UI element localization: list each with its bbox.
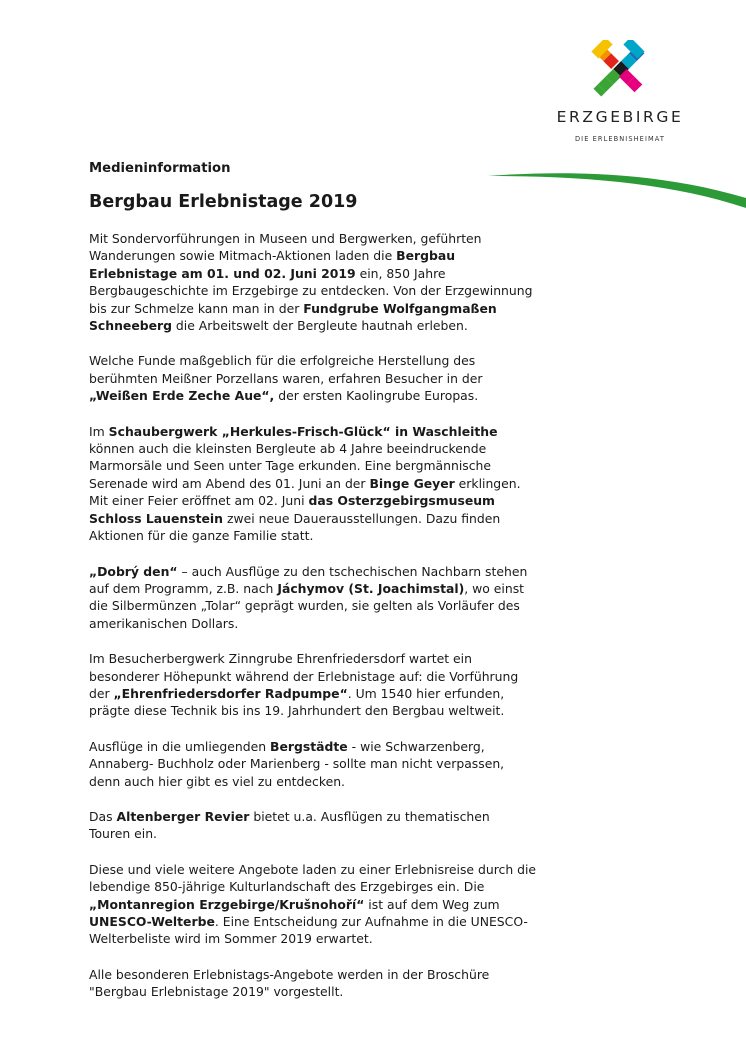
document-title: Bergbau Erlebnistage 2019 xyxy=(89,192,358,212)
bold-text-run: UNESCO-Welterbe xyxy=(89,914,215,929)
text-line xyxy=(89,825,559,842)
text-line xyxy=(89,440,559,457)
text-line xyxy=(89,808,559,825)
text-run: Marmorsäle und Seen unter Tage erkunden. Eine bergmännische xyxy=(89,458,492,474)
text-run: Im Besucherbergwerk Zinngrube Ehrenfriedersdorf wartet ein xyxy=(89,651,472,667)
green-swoosh-decoration xyxy=(488,168,746,210)
text-run: besonderer Höhepunkt während der Erlebnistage auf: die Vorführung xyxy=(89,668,519,684)
paragraph xyxy=(89,738,559,790)
paragraph xyxy=(89,563,559,633)
bold-text-run: Erlebnistage am 01. und 02. Juni 2019 xyxy=(89,265,356,281)
text-line xyxy=(89,773,559,790)
text-line xyxy=(89,702,559,719)
text-line xyxy=(89,563,559,580)
text-line xyxy=(89,527,559,544)
text-run: ein, 850 Jahre xyxy=(355,265,446,281)
text-run: "Bergbau Erlebnistage 2019" vorgestellt. xyxy=(89,984,344,1000)
text-run: Aktionen für die ganze Familie statt. xyxy=(89,528,314,544)
text-run: Mit einer Feier eröffnet am 02. Juni xyxy=(89,493,309,509)
text-run: zwei neue Dauerausstellungen. Dazu finden xyxy=(223,510,501,526)
bold-text-run: Altenberger Revier xyxy=(116,808,250,824)
text-run: Ausflüge in die umliegenden xyxy=(89,738,271,754)
text-line xyxy=(89,300,559,317)
text-run: Welche Funde maßgeblich für die erfolgreiche Herstellung des xyxy=(89,353,476,369)
bold-text-run: Schaubergwerk „Herkules-Frisch-Glück“ in Waschleithe xyxy=(108,423,498,439)
bold-text-run: „Dobrý den“ xyxy=(89,563,178,579)
text-run: Wanderungen sowie Mitmach-Aktionen laden die xyxy=(89,248,397,264)
text-run: können auch die kleinsten Bergleute ab 4 Jahre beeindruckende xyxy=(89,441,487,457)
text-line xyxy=(89,282,559,299)
text-line xyxy=(89,597,559,614)
text-run: bietet u.a. Ausflügen zu thematischen xyxy=(249,808,490,824)
paragraph xyxy=(89,861,559,948)
document-type-heading: Medieninformation xyxy=(89,161,231,176)
text-run: Serenade wird am Abend des 01. Juni an der xyxy=(89,475,370,491)
text-line xyxy=(89,738,559,755)
text-line xyxy=(89,878,559,895)
text-line xyxy=(89,475,559,492)
crossed-hammers-logo-icon xyxy=(587,40,653,102)
text-run: auf dem Programm, z.B. nach xyxy=(89,580,278,596)
bold-text-run: Schloss Lauenstein xyxy=(89,510,223,526)
paragraph xyxy=(89,650,559,720)
bold-text-run: Binge Geyer xyxy=(369,475,455,491)
text-run: Annaberg- Buchholz oder Marienberg - sollte man nicht verpassen, xyxy=(89,756,505,772)
brand-tagline: DIE ERLEBNISHEIMAT xyxy=(574,135,666,143)
text-run: - wie Schwarzenberg, xyxy=(347,738,485,754)
press-release-body xyxy=(89,230,559,1019)
text-run: die Arbeitswelt der Bergleute hautnah erleben. xyxy=(171,318,468,334)
bold-text-run: das Osterzgebirgsmuseum xyxy=(308,493,495,509)
text-line xyxy=(89,668,559,685)
paragraph xyxy=(89,230,559,334)
bold-text-run: „Ehrenfriedersdorfer Radpumpe“ xyxy=(113,685,348,701)
brand-name: ERZGEBIRGE xyxy=(556,108,684,126)
text-line xyxy=(89,615,559,632)
text-line xyxy=(89,861,559,878)
text-line xyxy=(89,352,559,369)
text-line xyxy=(89,913,559,930)
text-run: prägte diese Technik bis ins 19. Jahrhundert den Bergbau weltweit. xyxy=(89,703,505,719)
text-line xyxy=(89,983,559,1000)
bold-text-run: „Montanregion Erzgebirge/Krušnohoří“ xyxy=(89,896,365,912)
text-line xyxy=(89,457,559,474)
text-run: bis zur Schmelze kann man in der xyxy=(89,300,304,316)
text-run: der xyxy=(89,685,114,701)
text-run: Touren ein. xyxy=(89,826,157,842)
text-line xyxy=(89,317,559,334)
text-line xyxy=(89,492,559,509)
text-run: . Eine Entscheidung zur Aufnahme in die UNESCO- xyxy=(214,914,528,929)
text-line xyxy=(89,896,559,913)
bold-text-run: Schneeberg xyxy=(89,318,172,334)
text-run: erklingen. xyxy=(454,475,521,491)
text-run: der ersten Kaolingrube Europas. xyxy=(274,388,479,404)
text-run: . Um 1540 hier erfunden, xyxy=(347,685,505,701)
text-run: Welterbeliste wird im Sommer 2019 erwartet. xyxy=(89,931,373,947)
text-run: die Silbermünzen „Tolar“ geprägt wurden, sie gelten als Vorläufer des xyxy=(89,598,520,614)
text-line xyxy=(89,370,559,387)
text-line xyxy=(89,685,559,702)
text-line xyxy=(89,650,559,667)
text-run: berühmten Meißner Porzellans waren, erfahren Besucher in der xyxy=(89,370,483,386)
bold-text-run: Bergbau xyxy=(396,248,456,264)
text-line xyxy=(89,580,559,597)
paragraph xyxy=(89,808,559,843)
text-line xyxy=(89,423,559,440)
paragraph xyxy=(89,352,559,404)
text-line xyxy=(89,930,559,947)
text-run: ist auf dem Weg zum xyxy=(364,896,500,912)
text-line xyxy=(89,247,559,264)
paragraph xyxy=(89,966,559,1001)
bold-text-run: Jáchymov (St. Joachimstal) xyxy=(277,580,465,596)
text-line xyxy=(89,755,559,772)
text-run: denn auch hier gibt es viel zu entdecken. xyxy=(89,773,345,789)
text-line xyxy=(89,265,559,282)
text-line xyxy=(89,510,559,527)
text-line xyxy=(89,966,559,983)
text-run: Diese und viele weitere Angebote laden zu einer Erlebnisreise durch die xyxy=(89,861,537,877)
text-run: amerikanischen Dollars. xyxy=(89,615,239,631)
paragraph xyxy=(89,423,559,545)
text-run: Im xyxy=(89,423,109,439)
text-run: – auch Ausflüge zu den tschechischen Nachbarn stehen xyxy=(177,563,528,579)
bold-text-run: Fundgrube Wolfgangmaßen xyxy=(303,300,497,316)
text-run: Bergbaugeschichte im Erzgebirge zu entdecken. Von der Erzgewinnung xyxy=(89,283,533,299)
text-run: , wo einst xyxy=(464,580,525,596)
text-run: Das xyxy=(89,808,117,824)
text-run: Alle besonderen Erlebnistags-Angebote werden in der Broschüre xyxy=(89,966,490,982)
text-line xyxy=(89,230,559,247)
bold-text-run: Bergstädte xyxy=(270,738,348,754)
text-run: lebendige 850-jährige Kulturlandschaft des Erzgebirges ein. Die xyxy=(89,879,485,895)
erzgebirge-logo xyxy=(540,40,700,150)
text-line xyxy=(89,387,559,404)
text-run: Mit Sondervorführungen in Museen und Bergwerken, geführten xyxy=(89,231,482,246)
bold-text-run: „Weißen Erde Zeche Aue“, xyxy=(89,388,275,404)
